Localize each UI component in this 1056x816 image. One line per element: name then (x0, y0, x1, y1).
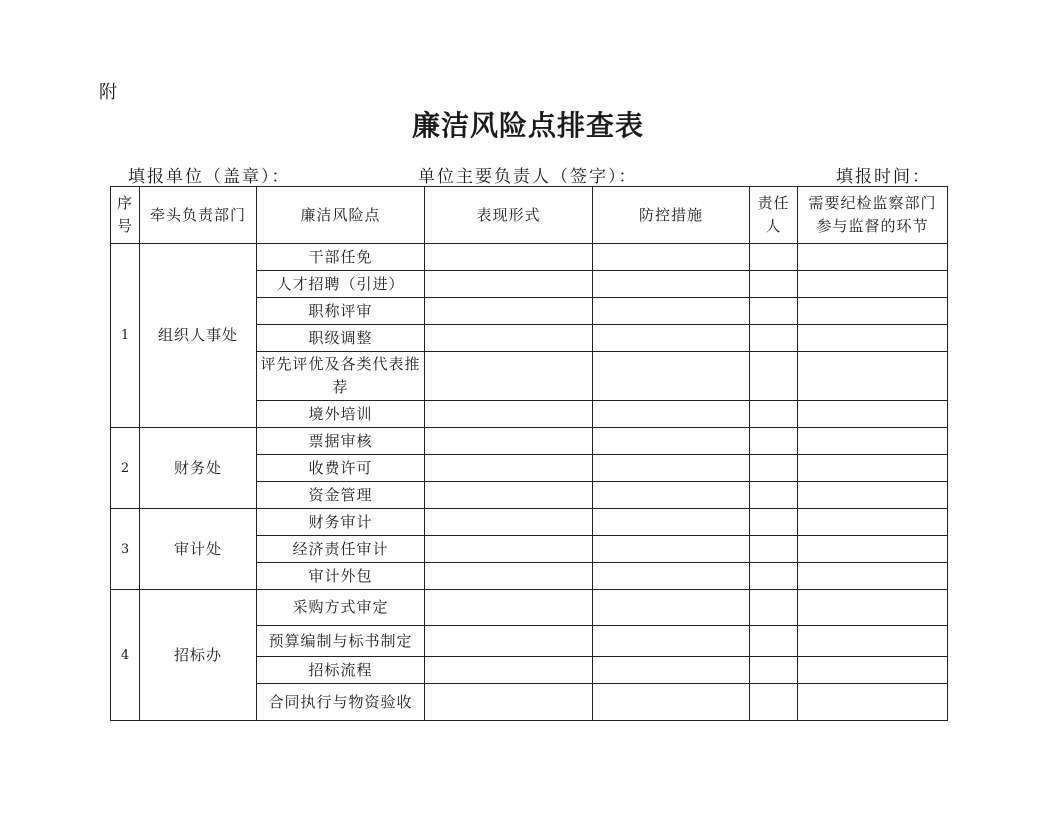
risk-point-cell: 境外培训 (257, 401, 425, 428)
risk-point-cell: 干部任免 (257, 244, 425, 271)
header-row (111, 187, 948, 244)
prevention-cell[interactable] (593, 482, 750, 509)
department-cell: 财务处 (140, 428, 257, 509)
prevention-cell[interactable] (593, 626, 750, 657)
responsible-cell[interactable] (750, 590, 798, 626)
department-cell: 招标办 (140, 590, 257, 721)
manifestation-cell[interactable] (425, 590, 593, 626)
manifestation-cell[interactable] (425, 298, 593, 325)
table-body (111, 244, 948, 721)
supervision-cell[interactable] (798, 657, 948, 684)
risk-point-cell: 人才招聘（引进） (257, 271, 425, 298)
seq-cell: 3 (111, 509, 140, 590)
risk-point-cell: 职级调整 (257, 325, 425, 352)
appendix-label: 附 (99, 82, 117, 103)
risk-point-cell: 评先评优及各类代表推荐 (257, 352, 425, 401)
department-cell: 审计处 (140, 509, 257, 590)
header-seq: 序号 (111, 187, 140, 244)
supervision-cell[interactable] (798, 352, 948, 401)
prevention-cell[interactable] (593, 536, 750, 563)
responsible-cell[interactable] (750, 563, 798, 590)
header-supervision: 需要纪检监察部门参与监督的环节 (798, 187, 948, 244)
responsible-cell[interactable] (750, 298, 798, 325)
responsible-cell[interactable] (750, 455, 798, 482)
prevention-cell[interactable] (593, 298, 750, 325)
manifestation-cell[interactable] (425, 626, 593, 657)
risk-point-cell: 招标流程 (257, 657, 425, 684)
risk-point-cell: 职称评审 (257, 298, 425, 325)
prevention-cell[interactable] (593, 401, 750, 428)
supervision-cell[interactable] (798, 509, 948, 536)
table-row (111, 428, 948, 455)
manifestation-cell[interactable] (425, 482, 593, 509)
prevention-cell[interactable] (593, 684, 750, 721)
risk-point-cell: 财务审计 (257, 509, 425, 536)
supervision-cell[interactable] (798, 325, 948, 352)
supervision-cell[interactable] (798, 455, 948, 482)
supervision-cell[interactable] (798, 271, 948, 298)
table-row (111, 509, 948, 536)
risk-point-cell: 收费许可 (257, 455, 425, 482)
supervision-cell[interactable] (798, 482, 948, 509)
seq-cell: 2 (111, 428, 140, 509)
prevention-cell[interactable] (593, 271, 750, 298)
responsible-cell[interactable] (750, 352, 798, 401)
manifestation-cell[interactable] (425, 536, 593, 563)
prevention-cell[interactable] (593, 428, 750, 455)
supervision-cell[interactable] (798, 428, 948, 455)
department-cell: 组织人事处 (140, 244, 257, 428)
manifestation-cell[interactable] (425, 563, 593, 590)
table-row (111, 590, 948, 626)
prevention-cell[interactable] (593, 657, 750, 684)
supervision-cell[interactable] (798, 590, 948, 626)
manifestation-cell[interactable] (425, 657, 593, 684)
supervision-cell[interactable] (798, 563, 948, 590)
manifestation-cell[interactable] (425, 352, 593, 401)
supervision-cell[interactable] (798, 626, 948, 657)
responsible-cell[interactable] (750, 271, 798, 298)
risk-point-cell: 合同执行与物资验收 (257, 684, 425, 721)
manifestation-cell[interactable] (425, 271, 593, 298)
responsible-cell[interactable] (750, 684, 798, 721)
responsible-cell[interactable] (750, 428, 798, 455)
supervision-cell[interactable] (798, 298, 948, 325)
seq-cell: 1 (111, 244, 140, 428)
responsible-cell[interactable] (750, 401, 798, 428)
risk-point-cell: 资金管理 (257, 482, 425, 509)
manifestation-cell[interactable] (425, 684, 593, 721)
supervision-cell[interactable] (798, 684, 948, 721)
manifestation-cell[interactable] (425, 428, 593, 455)
unit-head-label: 单位主要负责人（签字）： (418, 167, 638, 187)
prevention-cell[interactable] (593, 244, 750, 271)
prevention-cell[interactable] (593, 509, 750, 536)
responsible-cell[interactable] (750, 244, 798, 271)
responsible-cell[interactable] (750, 325, 798, 352)
page-title: 廉洁风险点排查表 (411, 109, 644, 142)
header-risk-point: 廉洁风险点 (257, 187, 425, 244)
filing-time-label: 填报时间： (836, 167, 931, 187)
risk-point-cell: 票据审核 (257, 428, 425, 455)
responsible-cell[interactable] (750, 536, 798, 563)
manifestation-cell[interactable] (425, 244, 593, 271)
header-manifestation: 表现形式 (425, 187, 593, 244)
header-prevention: 防控措施 (593, 187, 750, 244)
header-department: 牵头负责部门 (140, 187, 257, 244)
risk-point-cell: 审计外包 (257, 563, 425, 590)
seq-cell: 4 (111, 590, 140, 721)
header-responsible: 责任人 (750, 187, 798, 244)
responsible-cell[interactable] (750, 509, 798, 536)
supervision-cell[interactable] (798, 536, 948, 563)
prevention-cell[interactable] (593, 325, 750, 352)
responsible-cell[interactable] (750, 482, 798, 509)
manifestation-cell[interactable] (425, 325, 593, 352)
manifestation-cell[interactable] (425, 509, 593, 536)
prevention-cell[interactable] (593, 590, 750, 626)
prevention-cell[interactable] (593, 563, 750, 590)
prevention-cell[interactable] (593, 455, 750, 482)
manifestation-cell[interactable] (425, 401, 593, 428)
risk-point-cell: 采购方式审定 (257, 590, 425, 626)
responsible-cell[interactable] (750, 657, 798, 684)
manifestation-cell[interactable] (425, 455, 593, 482)
risk-point-cell: 预算编制与标书制定 (257, 626, 425, 657)
supervision-cell[interactable] (798, 401, 948, 428)
table-row (111, 244, 948, 271)
risk-point-cell: 经济责任审计 (257, 536, 425, 563)
supervision-cell[interactable] (798, 244, 948, 271)
risk-point-table (110, 186, 948, 721)
responsible-cell[interactable] (750, 626, 798, 657)
prevention-cell[interactable] (593, 352, 750, 401)
filing-unit-label: 填报单位（盖章）： (128, 167, 291, 187)
